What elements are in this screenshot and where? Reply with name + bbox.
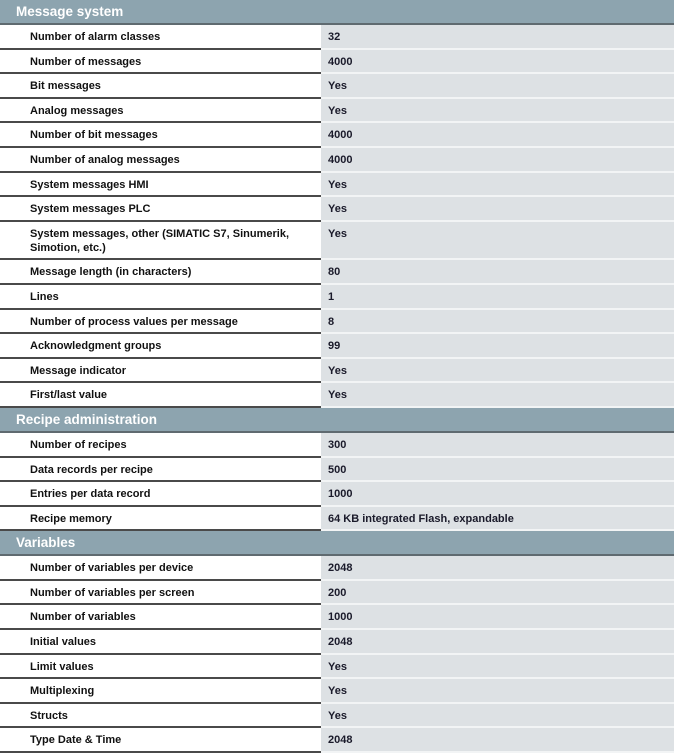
row-label: Number of messages xyxy=(0,50,321,75)
row-value: 32 xyxy=(321,25,674,50)
table-row xyxy=(0,679,674,704)
table-row xyxy=(0,433,674,458)
row-label: Recipe memory xyxy=(0,507,321,532)
row-label: Number of alarm classes xyxy=(0,25,321,50)
section-variables xyxy=(0,531,674,753)
row-label: Message indicator xyxy=(0,359,321,384)
table-row xyxy=(0,222,674,261)
section-header: Recipe administration xyxy=(0,408,674,433)
table-row xyxy=(0,482,674,507)
row-label: Limit values xyxy=(0,655,321,680)
row-label: Lines xyxy=(0,285,321,310)
row-value: Yes xyxy=(321,679,674,704)
row-value: Yes xyxy=(321,655,674,680)
row-label: Number of variables per screen xyxy=(0,581,321,606)
section-header: Message system xyxy=(0,0,674,25)
row-value: 1000 xyxy=(321,605,674,630)
row-value: 2048 xyxy=(321,728,674,753)
row-value: 4000 xyxy=(321,148,674,173)
row-label: Bit messages xyxy=(0,74,321,99)
table-row xyxy=(0,556,674,581)
row-label: Type Date & Time xyxy=(0,728,321,753)
row-value: Yes xyxy=(321,383,674,408)
row-label: Number of recipes xyxy=(0,433,321,458)
row-label: Number of bit messages xyxy=(0,123,321,148)
section-header: Variables xyxy=(0,531,674,556)
row-value: Yes xyxy=(321,222,674,261)
table-row xyxy=(0,383,674,408)
row-label: Number of process values per message xyxy=(0,310,321,335)
row-value: 80 xyxy=(321,260,674,285)
table-row xyxy=(0,173,674,198)
row-value: 2048 xyxy=(321,630,674,655)
row-value: 4000 xyxy=(321,50,674,75)
table-row xyxy=(0,704,674,729)
table-row xyxy=(0,310,674,335)
row-value: Yes xyxy=(321,197,674,222)
table-row xyxy=(0,630,674,655)
table-row xyxy=(0,285,674,310)
row-value: 2048 xyxy=(321,556,674,581)
table-row xyxy=(0,655,674,680)
table-row xyxy=(0,260,674,285)
row-value: 200 xyxy=(321,581,674,606)
row-value: 1 xyxy=(321,285,674,310)
row-label: Entries per data record xyxy=(0,482,321,507)
table-row xyxy=(0,25,674,50)
table-row xyxy=(0,148,674,173)
row-value: 64 KB integrated Flash, expandable xyxy=(321,507,674,532)
section-recipe-administration xyxy=(0,408,674,531)
row-label: Analog messages xyxy=(0,99,321,124)
table-row xyxy=(0,74,674,99)
row-label: Number of variables per device xyxy=(0,556,321,581)
row-label: Message length (in characters) xyxy=(0,260,321,285)
row-label: Multiplexing xyxy=(0,679,321,704)
row-value: 4000 xyxy=(321,123,674,148)
table-row xyxy=(0,507,674,532)
row-label: System messages HMI xyxy=(0,173,321,198)
row-label: System messages, other (SIMATIC S7, Sinumerik, Simotion, etc.) xyxy=(0,222,321,261)
row-value: Yes xyxy=(321,704,674,729)
table-row xyxy=(0,359,674,384)
table-row xyxy=(0,197,674,222)
table-row xyxy=(0,581,674,606)
table-row xyxy=(0,50,674,75)
table-row xyxy=(0,123,674,148)
table-row xyxy=(0,605,674,630)
row-value: 99 xyxy=(321,334,674,359)
row-value: Yes xyxy=(321,74,674,99)
table-row xyxy=(0,99,674,124)
row-label: System messages PLC xyxy=(0,197,321,222)
row-label: Acknowledgment groups xyxy=(0,334,321,359)
row-value: 300 xyxy=(321,433,674,458)
row-value: 500 xyxy=(321,458,674,483)
row-label: First/last value xyxy=(0,383,321,408)
table-row xyxy=(0,458,674,483)
row-value: Yes xyxy=(321,99,674,124)
row-label: Number of analog messages xyxy=(0,148,321,173)
row-label: Number of variables xyxy=(0,605,321,630)
row-value: 1000 xyxy=(321,482,674,507)
row-label: Initial values xyxy=(0,630,321,655)
row-value: Yes xyxy=(321,359,674,384)
row-label: Data records per recipe xyxy=(0,458,321,483)
row-value: 8 xyxy=(321,310,674,335)
row-label: Structs xyxy=(0,704,321,729)
table-row xyxy=(0,334,674,359)
table-row xyxy=(0,728,674,753)
row-value: Yes xyxy=(321,173,674,198)
